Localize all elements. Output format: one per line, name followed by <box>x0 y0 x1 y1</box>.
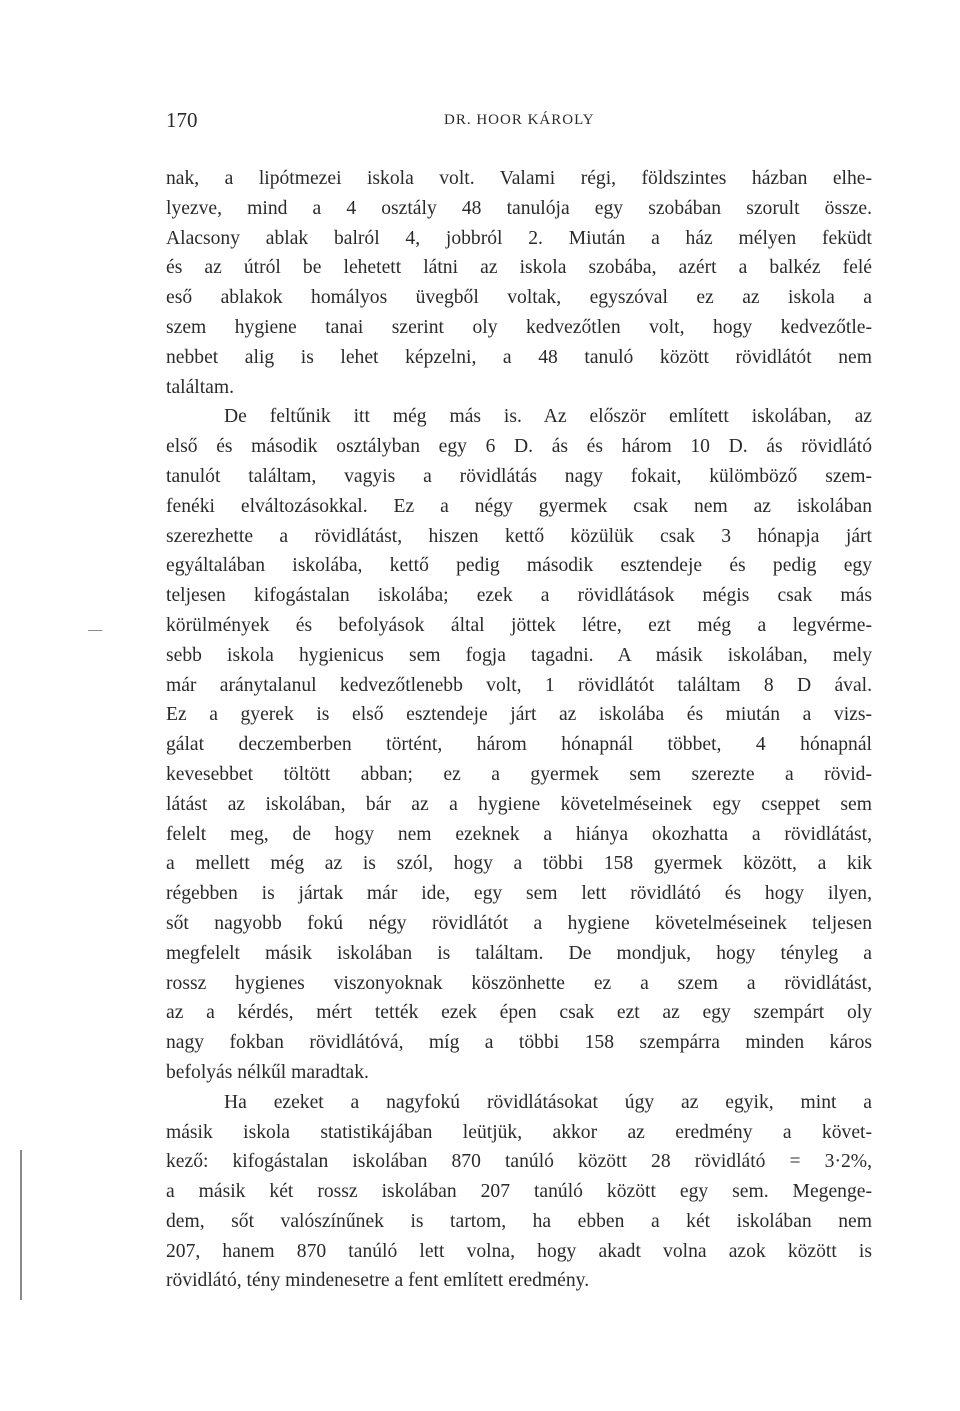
text-line: már aránytalanul kedvezőtlenebb volt, 1 rövidlátót találtam 8 D ával. <box>166 674 872 696</box>
text-line: sőt nagyobb fokú négy rövidlátót a hygiene követelméseinek teljesen <box>166 912 872 934</box>
text-line: a másik két rossz iskolában 207 tanúló között egy sem. Megenge- <box>166 1181 872 1203</box>
text-line: kevesebbet töltött abban; ez a gyermek sem szerezte a rövid- <box>166 763 872 785</box>
text-line: eső ablakok homályos üvegből voltak, egyszóval ez az iskola a <box>166 287 872 309</box>
text-line: az a kérdés, mért tették ezek épen csak ezt az egy szempárt oly <box>166 1002 872 1024</box>
text-line: a mellett még az is szól, hogy a többi 158 gyermek között, a kik <box>166 853 872 875</box>
text-line: Ha ezeket a nagyfokú rövidlátásokat úgy az egyik, mint a <box>224 1091 872 1113</box>
text-line: régebben is jártak már ide, egy sem lett rövidlátó és hogy ilyen, <box>166 883 872 905</box>
text-line: rossz hygienes viszonyoknak köszönhette ez a szem a rövidlátást, <box>166 972 872 994</box>
text-line: másik iskola statistikájában leütjük, akkor az eredmény a követ- <box>166 1121 872 1143</box>
text-line: rövidlátó, tény mindenesetre a fent említett eredmény. <box>166 1270 590 1292</box>
text-line: felelt meg, de hogy nem ezeknek a hiánya okozhatta a rövidlátást, <box>166 823 872 845</box>
text-line: Alacsony ablak balról 4, jobbról 2. Miután a ház mélyen feküdt <box>166 227 872 249</box>
text-line: De feltűnik itt még más is. Az először említett iskolában, az <box>224 406 872 428</box>
text-line: 207, hanem 870 tanúló lett volna, hogy akadt volna azok között is <box>166 1240 872 1262</box>
text-line: látást az iskolában, bár az a hygiene követelméseinek egy cseppet sem <box>166 793 872 815</box>
text-line: kező: kifogástalan iskolában 870 tanúló között 28 rövidlátó = 3·2%, <box>166 1151 872 1173</box>
text-line: nagy fokban rövidlátóvá, míg a többi 158 szempárra minden káros <box>166 1032 872 1054</box>
text-line: és az útról be lehetett látni az iskola szobába, azért a balkéz felé <box>166 257 872 279</box>
scan-margin-line <box>20 1150 22 1300</box>
text-line: nebbet alig is lehet képzelni, a 48 tanuló között rövidlátót nem <box>166 346 872 368</box>
body-text <box>166 164 872 1296</box>
text-line: körülmények és befolyások által jöttek létre, ezt még a legvérme- <box>166 614 872 636</box>
running-head: DR. HOOR KÁROLY <box>444 112 595 128</box>
text-line: első és második osztályban egy 6 D. ás és három 10 D. ás rövidlátó <box>166 436 872 458</box>
text-line: lyezve, mind a 4 osztály 48 tanulója egy szobában szorult össze. <box>166 197 872 219</box>
text-line: egyáltalában iskolába, kettő pedig második esztendeje és pedig egy <box>166 555 872 577</box>
text-line: szerezhette a rövidlátást, hiszen kettő közülük csak 3 hónapja járt <box>166 525 872 547</box>
text-line: sebb iskola hygienicus sem fogja tagadni. A másik iskolában, mely <box>166 644 872 666</box>
text-line: nak, a lipótmezei iskola volt. Valami régi, földszintes házban elhe- <box>166 168 872 189</box>
text-line: gálat deczemberben történt, három hónapnál többet, 4 hónapnál <box>166 734 872 756</box>
text-line: fenéki elváltozásokkal. Ez a négy gyermek csak nem az iskolában <box>166 495 872 517</box>
text-line: Ez a gyerek is első esztendeje járt az iskolába és miután a vizs- <box>166 704 872 726</box>
scan-margin-dash <box>88 630 102 631</box>
page-number: 170 <box>166 108 198 132</box>
text-line: tanulót találtam, vagyis a rövidlátás nagy fokait, külömböző szem- <box>166 465 872 487</box>
text-line: találtam. <box>166 376 235 398</box>
text-line: befolyás nélkűl maradtak. <box>166 1061 369 1083</box>
text-line: megfelelt másik iskolában is találtam. De mondjuk, hogy tényleg a <box>166 942 872 964</box>
text-line: teljesen kifogástalan iskolába; ezek a rövidlátások mégis csak más <box>166 585 872 607</box>
text-line: szem hygiene tanai szerint oly kedvezőtlen volt, hogy kedvezőtle- <box>166 316 872 338</box>
text-line: dem, sőt valószínűnek is tartom, ha ebben a két iskolában nem <box>166 1210 872 1232</box>
page-header <box>166 108 872 138</box>
